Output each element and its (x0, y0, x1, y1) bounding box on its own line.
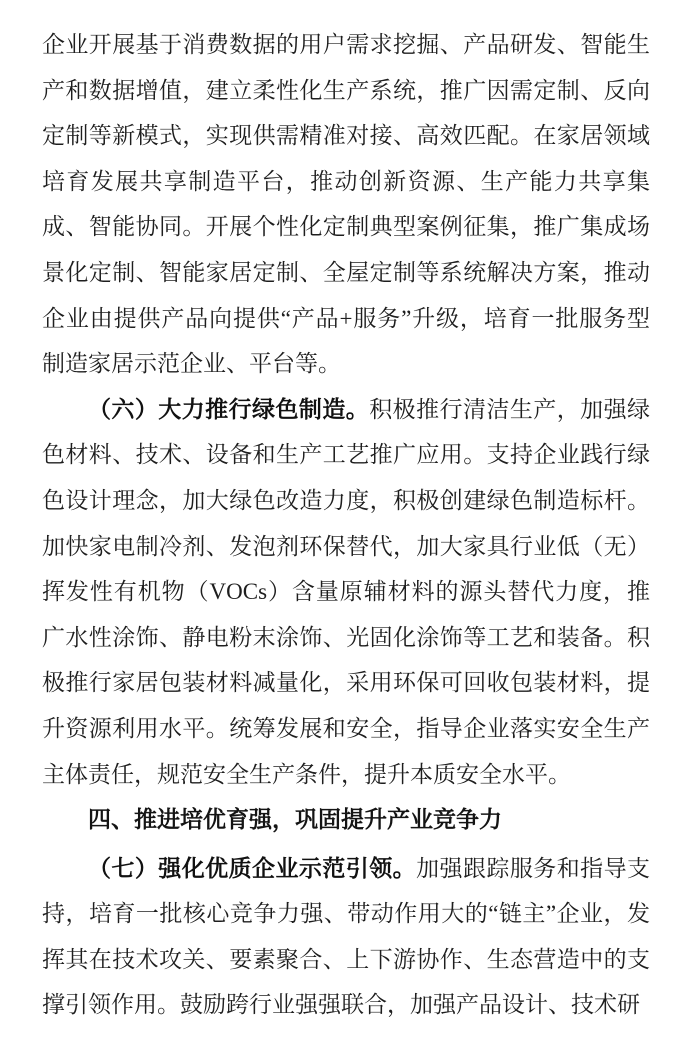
paragraph (42, 846, 650, 1028)
paragraph-lead: （七）强化优质企业示范引领。 (88, 854, 417, 881)
paragraph: 企业开展基于消费数据的用户需求挖掘、产品研发、智能生产和数据增值，建立柔性化生产系统，推广因需定制、反向定制等新模式，实现供需精准对接、高效匹配。在家居领域培育发展共享制造平台，推动创新资源、生产能力共享集成、智能协同。开展个性化定制典型案例征集，推广集成场景化定制、智能家居定制、全屋定制等系统解决方案，推动企业由提供产品向提供“产品+服务”升级，培育一批服务型制造家居示范企业、平台等。 (42, 32, 650, 377)
paragraph-text: 加强跟踪服务和指导支持，培育一批核心竞争力强、带动作用大的“链主”企业，发挥其在技术攻关、要素聚合、上下游协作、生态营造中的支撑引领作用。鼓励跨行业强强联合，加强产品设计、技术研 (42, 855, 651, 1018)
paragraph-lead: （六）大力推行绿色制造。 (88, 395, 370, 422)
document-text (42, 22, 650, 1028)
paragraph-text: 积极推行清洁生产，加强绿色材料、技术、设备和生产工艺推广应用。支持企业践行绿色设计理念，加大绿色改造力度，积极创建绿色制造标杆。加快家电制冷剂、发泡剂环保替代，加大家具行业低（无）挥发性有机物（VOCs）含量原辅材料的源头替代力度，推广水性涂饰、静电粉末涂饰、光固化涂饰等工艺和装备。积极推行家居包装材料减量化，采用环保可回收包装材料，提升资源利用水平。统筹发展和安全，指导企业落实安全生产主体责任，规范安全生产条件，提升本质安全水平。 (42, 396, 651, 787)
paragraph (42, 387, 650, 797)
section-heading: 四、推进培优育强，巩固提升产业竞争力 (88, 806, 502, 833)
